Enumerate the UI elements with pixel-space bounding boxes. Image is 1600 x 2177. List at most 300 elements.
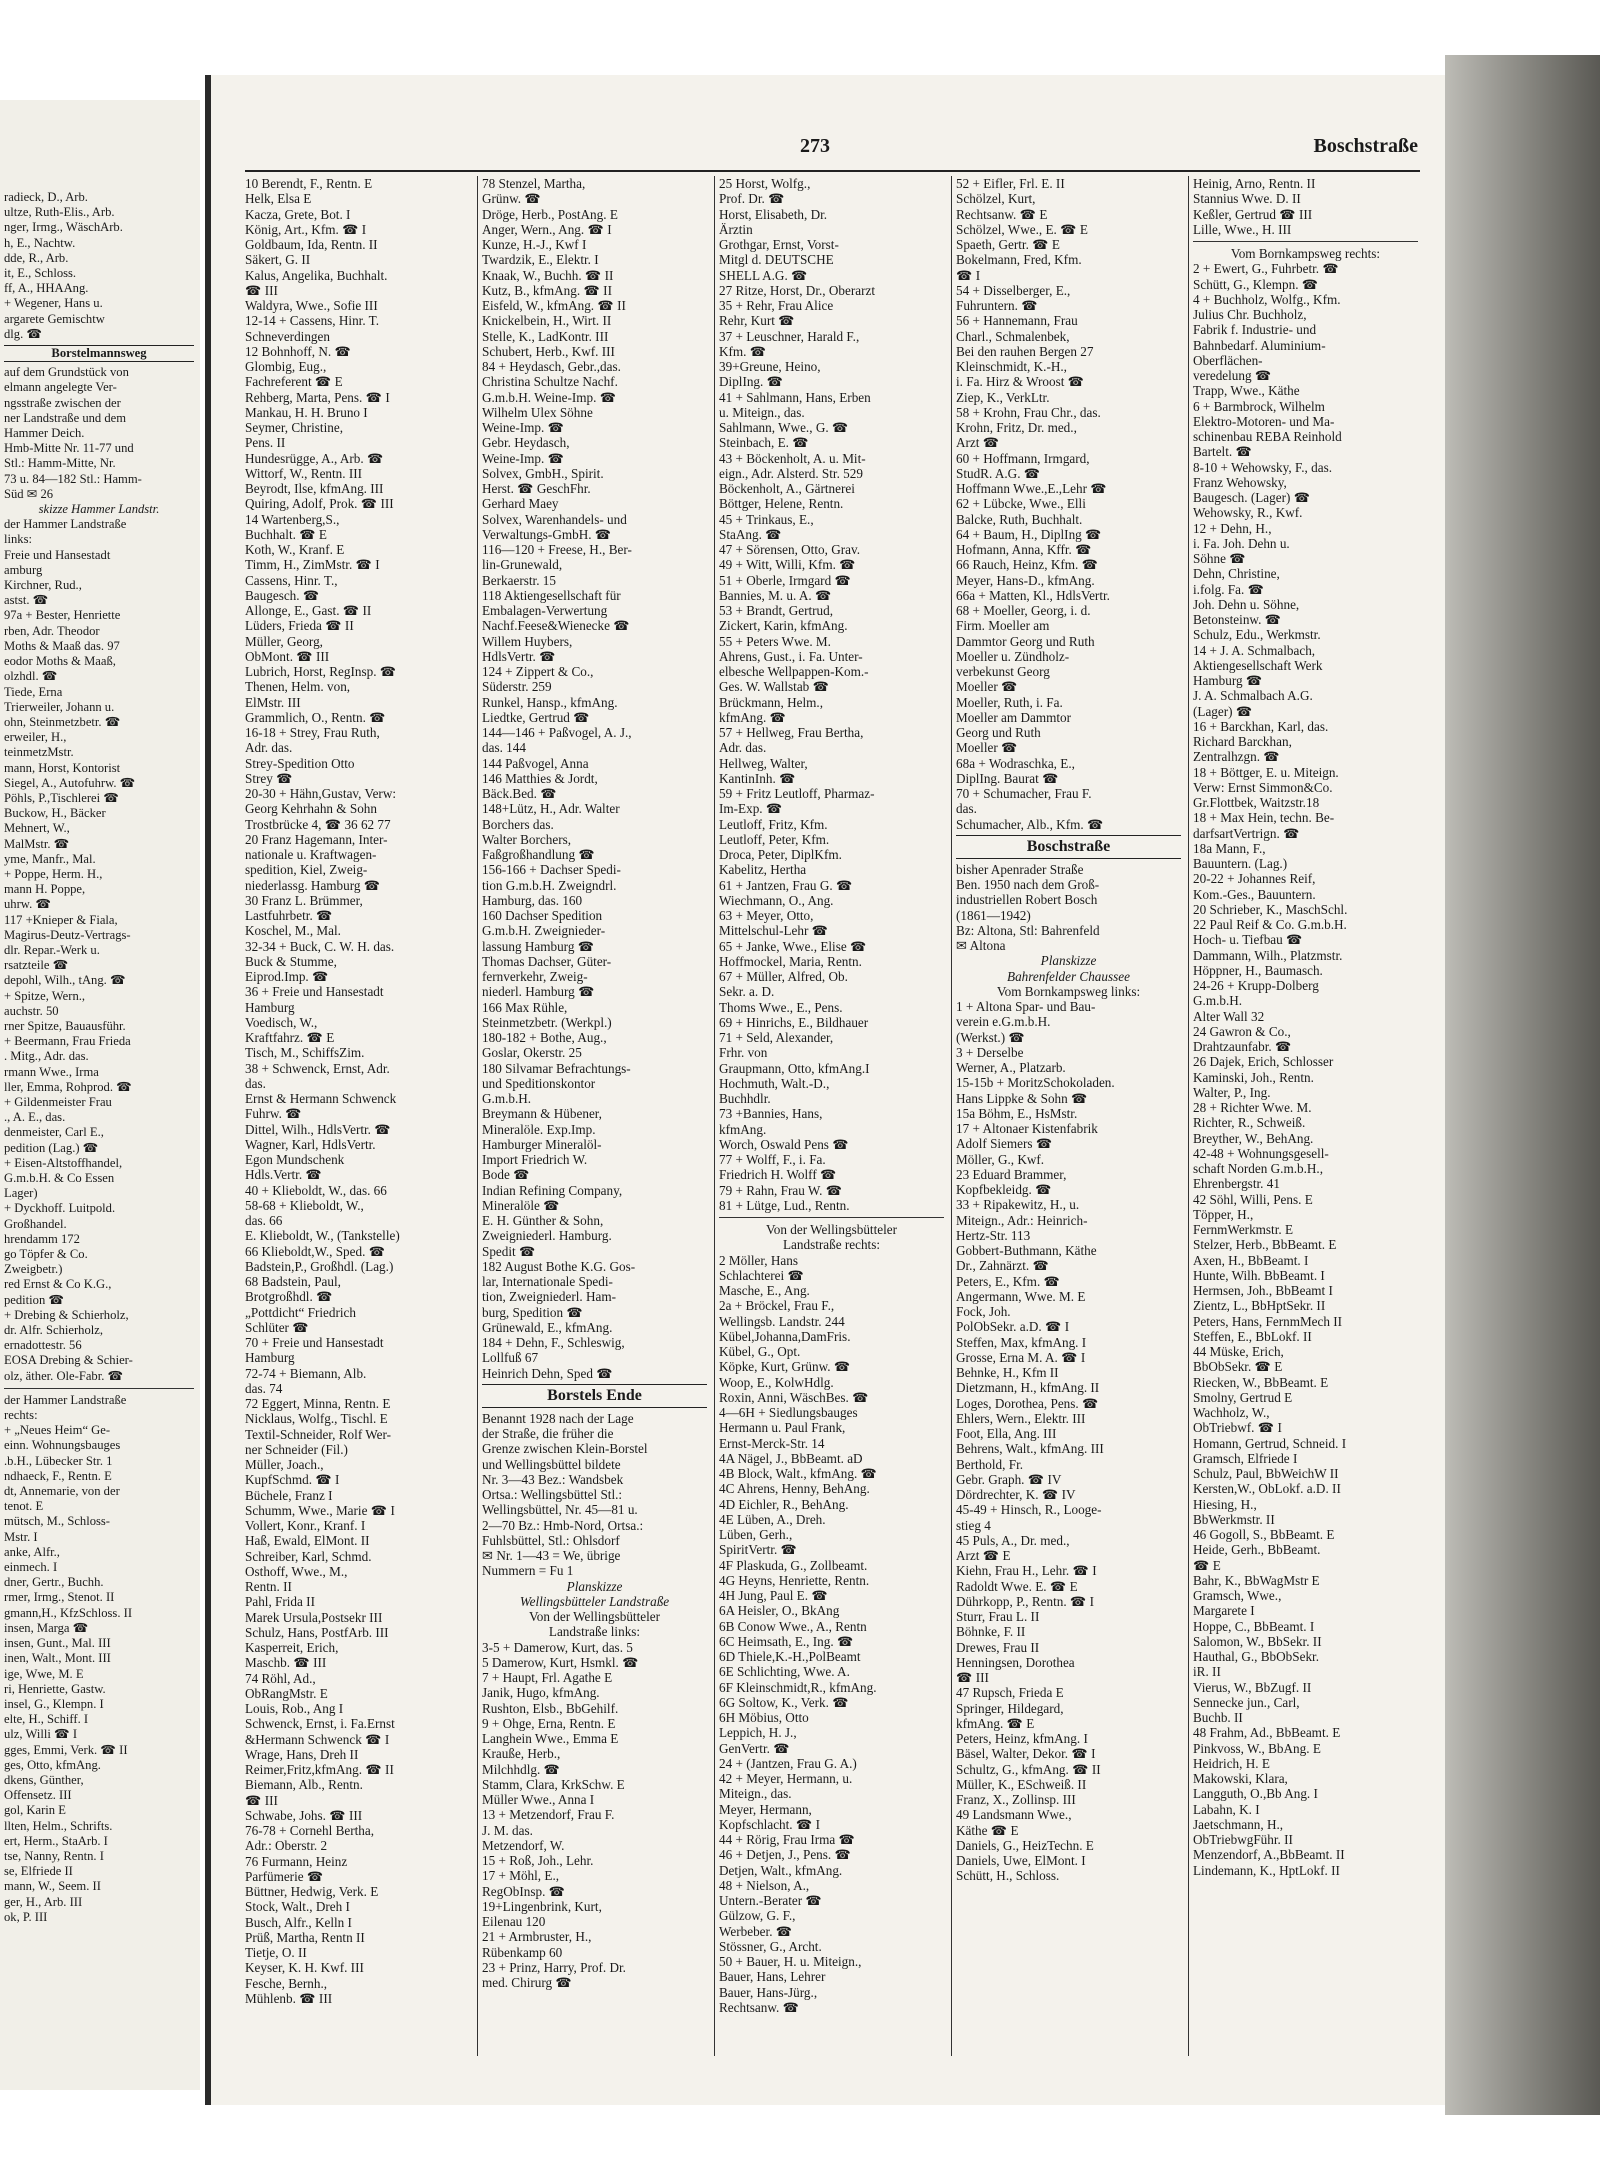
directory-entry-line: + Poppe, Herm. H., — [4, 866, 103, 881]
directory-entry-line: insen, Gunt., Mal. III — [4, 1636, 111, 1651]
directory-entry-line: Daniels, Uwe, ElMont. I — [956, 1853, 1086, 1868]
directory-entry-line: BbWerkmstr. II — [1193, 1511, 1275, 1527]
directory-entry-line: Mitgl d. DEUTSCHE — [719, 252, 834, 268]
directory-entry-line: Süd ✉ 26 — [4, 486, 54, 501]
directory-entry-line: Schwenck, Ernst, i. Fa.Ernst — [245, 1716, 395, 1732]
directory-entry-line: Bahnbedarf. Aluminium- — [1193, 337, 1326, 353]
directory-entry-line: 60 + Hoffmann, Irmgard, — [956, 450, 1090, 466]
directory-entry-line: Beyrodt, Ilse, kfmAng. III — [245, 481, 384, 496]
directory-entry-line: ert, Herm., StaArb. I — [4, 1833, 108, 1848]
directory-entry-line: Moeller am Dammtor — [956, 709, 1071, 725]
directory-entry-line: Ben. 1950 nach dem Groß- — [956, 877, 1100, 892]
street-heading: Borstels Ende — [482, 1384, 707, 1408]
directory-entry-line: E. Klieboldt, W., (Tankstelle) — [245, 1228, 400, 1244]
directory-entry-line: mann, Horst, Kontorist — [4, 760, 121, 775]
directory-entry-line: Kopfschlacht. ☎ I — [719, 1816, 821, 1832]
directory-entry-line: 38 + Schwenck, Ernst, Adr. — [245, 1060, 390, 1076]
directory-entry-line: Trapp, Wwe., Käthe — [1193, 383, 1300, 399]
directory-entry-line: Glombig, Eug., — [245, 359, 327, 374]
directory-entry-line: Hammer Deich. — [4, 426, 85, 441]
directory-entry-line: Gülzow, G. F., — [719, 1908, 796, 1924]
directory-entry-line: Pahl, Frida II — [245, 1594, 315, 1610]
directory-entry-line: nger, Irmg., WäschArb. — [4, 220, 123, 235]
directory-entry-line: Schumacher, Alb., Kfm. ☎ — [956, 816, 1104, 832]
directory-entry-line: 23 + Prinz, Harry, Prof. Dr. — [482, 1959, 626, 1975]
directory-entry-line: Stamm, Clara, KrkSchw. E — [482, 1776, 625, 1792]
directory-entry-line: 51 + Oberle, Irmgard ☎ — [719, 572, 851, 588]
directory-entry-line: Angermann, Wwe. M. E — [956, 1288, 1086, 1304]
directory-entry-line: Säkert, G. II — [245, 252, 311, 268]
directory-entry-line: Roxin, Anni, WäschBes. ☎ — [719, 1389, 869, 1405]
directory-entry-line: ff, A., HHAAng. — [4, 281, 89, 296]
directory-entry-line: 19+Lingenbrink, Kurt, — [482, 1898, 602, 1914]
directory-entry-line: Wachholz, W., — [1193, 1405, 1270, 1420]
directory-entry-line: 79 + Rahn, Frau W. ☎ — [719, 1182, 843, 1198]
directory-entry-line: Hauthal, G., BbObSekr. — [1193, 1649, 1320, 1664]
directory-entry-line: 18 + Böttger, E. u. Miteign. — [1193, 764, 1339, 780]
directory-entry-line: 117 +Knieper & Fiala, — [4, 912, 118, 927]
map-note: Bahrenfelder Chaussee — [1007, 968, 1130, 984]
directory-entry-line: J. M. das. — [482, 1822, 533, 1838]
directory-entry-line: 7 + Haupt, Frl. Agathe E — [482, 1670, 613, 1685]
directory-entry-line: Cassens, Hinr. T., — [245, 572, 338, 588]
directory-entry-line: Müller, Georg, — [245, 633, 323, 649]
directory-entry-line: Elektro-Motoren- und Ma- — [1193, 413, 1335, 429]
directory-entry-line: insen, Marga ☎ — [4, 1620, 89, 1635]
directory-entry-line: 15a Böhm, E., HsMstr. — [956, 1105, 1078, 1121]
directory-entry-line: 97a + Bester, Henriette — [4, 608, 121, 623]
directory-entry-line: 6G Soltow, K., Verk. ☎ — [719, 1694, 849, 1710]
directory-entry-line: Dammann, Wilh., Platzmstr. — [1193, 947, 1343, 963]
directory-entry-line: 180 Silvamar Befrachtungs- — [482, 1060, 631, 1076]
directory-entry-line: 76-78 + Cornehl Bertha, — [245, 1823, 375, 1838]
directory-entry-line: Wehowsky, R., Kwf. — [1193, 505, 1303, 521]
directory-entry-line: Prof. Dr. ☎ — [719, 191, 785, 207]
directory-entry-line: der Hammer Landstraße — [4, 517, 127, 532]
directory-entry-line: Voedisch, W., — [245, 1014, 318, 1030]
directory-entry-line: Mankau, H. H. Bruno I — [245, 404, 368, 420]
directory-entry-line: Höppner, H., Baumasch. — [1193, 962, 1323, 978]
directory-entry-line: 156-166 + Dachser Spedi- — [482, 862, 621, 878]
directory-entry-line: rsatzteile ☎ — [4, 958, 69, 973]
directory-entry-line: 2 Möller, Hans — [719, 1252, 798, 1268]
directory-entry-line: Droca, Peter, DiplKfm. — [719, 847, 842, 862]
directory-entry-line: Gr.Flottbek, Waitzstr.18 — [1193, 795, 1320, 810]
directory-entry-line: 56 + Hannemann, Frau — [956, 313, 1078, 329]
directory-entry-line: Kübel, G., Opt. — [719, 1344, 801, 1359]
directory-entry-line: 32-34 + Buck, C. W. H. das. — [245, 938, 395, 954]
directory-entry-line: Solvex, GmbH., Spirit. — [482, 465, 604, 481]
directory-entry-line: ObTriebwf. ☎ I — [1193, 1420, 1282, 1436]
directory-entry-line: Langguth, O.,Bb Ang. I — [1193, 1786, 1318, 1802]
directory-entry-line: Hermann u. Paul Frank, — [719, 1420, 846, 1436]
side-heading: Von der Wellingsbütteler — [765, 1222, 898, 1237]
directory-entry-line: + Beermann, Frau Frieda — [4, 1034, 131, 1049]
directory-entry-line: 43 + Böckenholt, A. u. Mit- — [719, 450, 866, 466]
directory-entry-line: (Werkst.) ☎ — [956, 1029, 1025, 1045]
directory-entry-line: Rushton, Elsb., BbGehilf. — [482, 1700, 619, 1716]
directory-entry-line: Walter Borchers, — [482, 831, 572, 847]
directory-entry-line: Fachreferent ☎ E — [245, 374, 343, 390]
directory-entry-line: it, E., Schloss. — [4, 266, 77, 281]
directory-entry-line: Sahlmann, Wwe., G. ☎ — [719, 420, 849, 435]
directory-entry-line: eign., Adr. Alsterd. Str. 529 — [719, 465, 863, 481]
directory-entry-line: Bannies, M. u. A. ☎ — [719, 587, 832, 603]
directory-entry-line: Gramsch, Elfriede I — [1193, 1450, 1298, 1466]
directory-entry-line: 14 + J. A. Schmalbach, — [1193, 642, 1316, 658]
directory-entry-line: G.m.b.H. — [482, 1091, 532, 1106]
directory-entry-line: Spedit ☎ — [482, 1243, 536, 1259]
directory-entry-line: 42 Söhl, Willi, Pens. E — [1193, 1191, 1313, 1207]
directory-entry-line: 6A Heisler, O., BkAng — [719, 1603, 840, 1619]
directory-entry-line: Langhein Wwe., Emma E — [482, 1731, 619, 1746]
directory-entry-line: Tietje, O. II — [245, 1945, 307, 1960]
directory-entry-line: Arzt ☎ E — [956, 1548, 1011, 1563]
directory-entry-line: 116—120 + Freese, H., Ber- — [482, 542, 632, 557]
directory-entry-line: + Wegener, Hans u. — [4, 296, 103, 311]
directory-entry-line: Grammlich, O., Rentn. ☎ — [245, 709, 386, 725]
directory-entry-line: Goldbaum, Ida, Rentn. II — [245, 237, 378, 252]
directory-entry-line: 47 + Sörensen, Otto, Grav. — [719, 542, 860, 557]
directory-entry-line: Schütt, G., Klempn. ☎ — [1193, 276, 1319, 292]
directory-entry-line: Salomon, W., BbSekr. II — [1193, 1633, 1322, 1649]
directory-entry-line: Kersten,W., ObLokf. a.D. II — [1193, 1481, 1341, 1497]
directory-entry-line: 124 + Zippert & Co., — [482, 664, 594, 679]
directory-entry-line: Köpke, Kurt, Grünw. ☎ — [719, 1359, 851, 1375]
directory-entry-line: Moths & Maaß das. 97 — [4, 638, 120, 653]
directory-entry-line: Grenze zwischen Klein-Borstel — [482, 1441, 648, 1457]
directory-entry-line: Bei den rauhen Bergen 27 — [956, 343, 1094, 359]
directory-entry-line: Stelle, K., LadKontr. III — [482, 328, 609, 344]
directory-entry-line: Tiede, Erna — [4, 684, 63, 699]
directory-entry-line: Magirus-Deutz-Vertrags- — [4, 927, 131, 942]
directory-entry-line: Kutz, B., kfmAng. ☎ II — [482, 282, 612, 298]
directory-entry-line: Hmb-Mitte Nr. 11-77 und — [4, 441, 134, 456]
directory-entry-line: 58 + Krohn, Frau Chr., das. — [956, 404, 1101, 420]
directory-entry-line: 68 + Moeller, Georg, i. d. — [956, 603, 1091, 618]
directory-entry-line: Schütt, H., Schloss. — [956, 1868, 1060, 1884]
directory-entry-line: 73 u. 84—182 Stl.: Hamm- — [4, 471, 142, 486]
directory-entry-line: Bauer, Hans, Lehrer — [719, 1969, 826, 1985]
directory-entry-line: Weine-Imp. ☎ — [482, 420, 565, 435]
directory-entry-line: Wiechmann, O., Ang. — [719, 892, 834, 908]
directory-entry-line: kfmAng. — [719, 1121, 767, 1137]
directory-entry-line: Benannt 1928 nach der Lage — [482, 1410, 634, 1426]
directory-entry-line: 6E Schlichting, Wwe. A. — [719, 1664, 850, 1680]
section-divider — [1193, 241, 1418, 242]
directory-entry-line: Thoms Wwe., E., Pens. — [719, 999, 843, 1015]
directory-entry-line: 65 + Janke, Wwe., Elise ☎ — [719, 938, 867, 954]
directory-entry-line: ultze, Ruth-Elis., Arb. — [4, 205, 115, 220]
directory-entry-line: verbekunst Georg — [956, 664, 1050, 679]
directory-entry-line: Gerhard Maey — [482, 496, 559, 512]
directory-entry-line: insel, G., Klempn. I — [4, 1696, 104, 1711]
directory-entry-line: DiplIng. Baurat ☎ — [956, 770, 1059, 786]
directory-entry-line: 4B Block, Walt., kfmAng. ☎ — [719, 1466, 877, 1481]
directory-entry-line: Spaeth, Gertr. ☎ E — [956, 237, 1060, 252]
directory-entry-line: PolObSekr. a.D. ☎ I — [956, 1319, 1070, 1335]
directory-entry-line: Woop, E., KolwHdlg. — [719, 1374, 834, 1390]
directory-entry-line: Schlüter ☎ — [245, 1319, 309, 1335]
directory-entry-line: 53 + Brandt, Gertrud, — [719, 603, 834, 618]
directory-entry-line: Verwaltungs-GmbH. ☎ — [482, 526, 612, 542]
directory-entry-line: Hofmann, Anna, Kffr. ☎ — [956, 542, 1092, 557]
directory-entry-line: Liedtke, Gertrud ☎ — [482, 709, 590, 725]
directory-entry-line: industriellen Robert Bosch — [956, 892, 1098, 908]
directory-entry-line: Pens. II — [245, 435, 286, 451]
directory-entry-line: Grünw. ☎ — [482, 191, 541, 207]
directory-entry-line: (Lager) ☎ — [1193, 703, 1253, 719]
directory-entry-line: Werbeber. ☎ — [719, 1923, 793, 1939]
directory-entry-line: 47 Rupsch, Frieda E — [956, 1685, 1064, 1701]
directory-entry-line: Pöhls, P.,Tischlerei ☎ — [4, 790, 119, 805]
directory-entry-line: Lindemann, K., HptLokf. II — [1193, 1862, 1340, 1878]
section-divider — [4, 1388, 194, 1389]
directory-entry-line: Kopfbekleidg. ☎ — [956, 1182, 1052, 1197]
directory-entry-line: 166 Max Rühle, — [482, 999, 568, 1015]
directory-entry-line: 72-74 + Biemann, Alb. — [245, 1365, 367, 1381]
directory-entry-line: Dittel, Wilh., HdlsVertr. ☎ — [245, 1121, 391, 1137]
directory-entry-line: Dührkopp, P., Rentn. ☎ I — [956, 1593, 1095, 1609]
directory-entry-line: Meyer, Hans-D., kfmAng. — [956, 572, 1095, 588]
directory-entry-line: Busch, Alfr., Kelln I — [245, 1914, 352, 1930]
directory-entry-line: ☎ III — [956, 1670, 989, 1685]
directory-entry-line: Textil-Schneider, Rolf Wer- — [245, 1426, 392, 1442]
directory-entry-line: 67 + Müller, Alfred, Ob. — [719, 969, 848, 984]
directory-entry-line: 16 + Barckhan, Karl, das. — [1193, 718, 1329, 734]
directory-entry-line: Zickert, Karin, kfmAng. — [719, 618, 848, 634]
directory-entry-line: Firm. Moeller am — [956, 618, 1050, 634]
directory-entry-line: Peters, Hans, FernmMech II — [1193, 1313, 1343, 1329]
directory-entry-line: Riecken, W., BbBeamt. E — [1193, 1374, 1329, 1390]
directory-entry-line: 20 Franz Hagemann, Inter- — [245, 831, 388, 847]
directory-entry-line: Berkaerstr. 15 — [482, 572, 556, 588]
directory-entry-line: StaAng. ☎ — [719, 526, 782, 542]
directory-entry-line: Wagner, Karl, HdlsVertr. — [245, 1136, 376, 1152]
directory-entry-line: 25 Horst, Wolfg., — [719, 176, 811, 191]
directory-entry-line: 70 + Freie und Hansestadt — [245, 1335, 384, 1350]
directory-entry-line: 20 Schrieber, K., MaschSchl. — [1193, 901, 1348, 917]
directory-entry-line: Nachf.Feese&Wienecke ☎ — [482, 618, 630, 634]
directory-entry-line: ✉ Nr. 1—43 = We, übrige — [482, 1548, 621, 1563]
directory-entry-line: Twardzik, E., Elektr. I — [482, 252, 599, 268]
directory-entry-line: ObTriebwgFühr. II — [1193, 1832, 1293, 1847]
directory-entry-line: das. — [245, 1075, 266, 1091]
directory-entry-line: Brotgroßhdl. ☎ — [245, 1289, 333, 1305]
directory-entry-line: Lastfuhrbetr. ☎ — [245, 908, 333, 923]
directory-entry-line: Strey-Spedition Otto — [245, 755, 355, 771]
directory-entry-line: gol, Karin E — [4, 1803, 66, 1818]
directory-entry-line: ☎ E — [1193, 1557, 1221, 1573]
directory-entry-line: Müller, Joach., — [245, 1457, 324, 1472]
directory-entry-line: 40 + Klieboldt, W., das. 66 — [245, 1182, 387, 1198]
directory-entry-line: 4C Ahrens, Henny, BehAng. — [719, 1481, 870, 1497]
directory-entry-line: uhrw. ☎ — [4, 897, 52, 912]
directory-entry-line: 16-18 + Strey, Frau Ruth, — [245, 725, 380, 740]
directory-entry-line: Herst. ☎ GeschFhr. — [482, 481, 591, 496]
directory-entry-line: 4G Heyns, Henriette, Rentn. — [719, 1572, 870, 1588]
directory-entry-line: 6C Heimsath, E., Ing. ☎ — [719, 1633, 854, 1649]
directory-entry-line: tse, Nanny, Rentn. I — [4, 1848, 104, 1863]
directory-entry-line: SpiritVertr. ☎ — [719, 1542, 797, 1558]
side-heading: Landstraße links: — [548, 1624, 641, 1640]
directory-entry-line: Schulz, Edu., Werkmstr. — [1193, 627, 1321, 643]
directory-entry-line: Alter Wall 32 — [1193, 1008, 1265, 1024]
directory-entry-line: pedition (Lag.) ☎ — [4, 1140, 99, 1155]
directory-entry-line: Kfm. ☎ — [719, 343, 767, 359]
directory-entry-line: Eilenau 120 — [482, 1914, 546, 1929]
directory-entry-line: 144—146 + Paßvogel, A. J., — [482, 725, 632, 740]
directory-entry-line: 17 + Möhl, E., — [482, 1868, 560, 1884]
directory-entry-line: 52 + Eifler, Frl. E. II — [956, 176, 1065, 191]
directory-entry-line: 4 + Buchholz, Wolfg., Kfm. — [1193, 291, 1341, 307]
directory-entry-line: Christina Schultze Nachf. — [482, 374, 618, 390]
directory-entry-line: Strey ☎ — [245, 770, 293, 786]
directory-entry-line: 42-48 + Wohnungsgesell- — [1193, 1145, 1329, 1161]
directory-entry-line: Rehberg, Marta, Pens. ☎ I — [245, 389, 390, 405]
directory-entry-line: Schölzel, Wwe., E. ☎ E — [956, 221, 1088, 237]
directory-entry-line: olzhdl. ☎ — [4, 669, 58, 684]
directory-entry-line: Zientz, L., BbHptSekr. II — [1193, 1298, 1326, 1314]
directory-entry-line: dr. Alfr. Schierholz, — [4, 1323, 103, 1338]
directory-entry-line: Adr. das. — [719, 740, 767, 756]
directory-entry-line: 4—6H + Siedlungsbauges — [719, 1405, 858, 1420]
directory-entry-line: Ges. W. Wallstab ☎ — [719, 679, 829, 695]
directory-entry-line: Georg Kehrhahn & Sohn — [245, 801, 377, 817]
directory-entry-line: Makowski, Klara, — [1193, 1771, 1288, 1786]
directory-entry-line: 46 + Detjen, J., Pens. ☎ — [719, 1847, 851, 1863]
directory-entry-line: Schölzel, Kurt, — [956, 191, 1036, 207]
directory-entry-line: Leppich, H. J., — [719, 1725, 797, 1741]
directory-entry-line: erweiler, H., — [4, 730, 67, 745]
directory-entry-line: Stössner, G., Archt. — [719, 1938, 822, 1954]
directory-entry-line: 76 Furmann, Heinz — [245, 1853, 348, 1869]
directory-entry-line: ObMont. ☎ III — [245, 648, 330, 664]
directory-entry-line: Osthoff, Wwe., M., — [245, 1563, 348, 1579]
directory-entry-line: Loges, Dorothea, Pens. ☎ — [956, 1395, 1099, 1411]
directory-entry-line: Gramsch, Wwe., — [1193, 1588, 1282, 1603]
directory-entry-line: 180-182 + Bothe, Aug., — [482, 1030, 607, 1045]
directory-entry-line: + Dyckhoff. Luitpold. — [4, 1201, 116, 1216]
directory-entry-line: burg, Spedition ☎ — [482, 1304, 583, 1320]
directory-entry-line: G.m.b.H. Weine-Imp. ☎ — [482, 389, 617, 405]
directory-entry-line: Nummern = Fu 1 — [482, 1563, 574, 1579]
directory-entry-line: und Speditionskontor — [482, 1075, 596, 1091]
directory-entry-line: dt, Annemarie, von der — [4, 1484, 120, 1499]
directory-column-3 — [719, 176, 944, 2076]
directory-entry-line: Biemann, Alb., Rentn. — [245, 1777, 363, 1793]
directory-entry-line: Fock, Joh. — [956, 1304, 1011, 1319]
directory-entry-line: Peters, Heinz, kfmAng. I — [956, 1731, 1088, 1746]
directory-entry-line: Ehlers, Wern., Elektr. III — [956, 1410, 1086, 1426]
directory-entry-line: Franz Wehowsky, — [1193, 474, 1287, 490]
directory-entry-line: 77 + Wolff, F., i. Fa. — [719, 1152, 826, 1167]
directory-entry-line: 12-14 + Cassens, Hinr. T. — [245, 313, 380, 329]
directory-entry-line: das. 74 — [245, 1380, 283, 1396]
directory-entry-line: 4E Lüben, A., Dreh. — [719, 1511, 826, 1527]
directory-entry-line: red Ernst & Co K.G., — [4, 1277, 112, 1292]
directory-entry-line: Sennecke jun., Carl, — [1193, 1694, 1300, 1710]
directory-entry-line: Margarete I — [1193, 1603, 1255, 1619]
directory-entry-line: Berthold, Fr. — [956, 1456, 1024, 1472]
directory-entry-line: 12 + Dehn, H., — [1193, 520, 1272, 536]
directory-entry-line: J. A. Schmalbach A.G. — [1193, 688, 1313, 704]
directory-entry-line: Mühlenb. ☎ III — [245, 1990, 333, 2006]
directory-entry-line: Adolf Siemers ☎ — [956, 1136, 1053, 1152]
directory-entry-line: go Töpfer & Co. — [4, 1247, 88, 1262]
directory-entry-line: Oberflächen- — [1193, 352, 1263, 368]
directory-entry-line: Müller Wwe., Anna I — [482, 1792, 595, 1807]
directory-entry-line: Sekr. a. D. — [719, 984, 775, 1000]
directory-entry-line: Steffen, E., BbLokf. II — [1193, 1328, 1312, 1344]
directory-entry-line: Rechtsanw. ☎ — [719, 1999, 800, 2015]
street-heading: Boschstraße — [956, 835, 1181, 859]
directory-entry-line: 42 + Meyer, Hermann, u. — [719, 1771, 853, 1786]
directory-entry-line: .b.H., Lübecker Str. 1 — [4, 1453, 113, 1468]
directory-entry-line: Badstein,P., Großhdl. (Lag.) — [245, 1258, 394, 1274]
directory-entry-line: anke, Alfr., — [4, 1544, 60, 1559]
directory-entry-line: Louis, Rob., Ang I — [245, 1701, 344, 1716]
directory-entry-line: Metzendorf, W. — [482, 1837, 565, 1853]
directory-entry-line: SHELL A.G. ☎ — [719, 267, 808, 283]
directory-entry-line: gges, Emmi, Verk. ☎ II — [4, 1742, 128, 1757]
directory-entry-line: + Gildenmeister Frau — [4, 1094, 112, 1109]
directory-entry-line: kfmAng. ☎ — [719, 709, 786, 725]
directory-entry-line: Bahr, K., BbWagMstr E — [1193, 1572, 1320, 1588]
directory-entry-line: Meyer, Hermann, — [719, 1801, 812, 1817]
directory-entry-line: 30 Franz L. Brümmer, — [245, 892, 363, 908]
directory-entry-line: Koth, W., Kranf. E — [245, 542, 345, 557]
directory-entry-line: 1 + Altona Spar- und Bau- — [956, 999, 1096, 1014]
directory-entry-line: 21 + Armbruster, H., — [482, 1929, 592, 1945]
left-page-fragment — [0, 100, 200, 2090]
directory-entry-line: Wellingsbüttel, Nr. 45—81 u. — [482, 1502, 638, 1518]
directory-entry-line: Mittelschul-Lehr ☎ — [719, 923, 829, 939]
directory-entry-line: das. 66 — [245, 1213, 283, 1228]
directory-entry-line: Daniels, G., HeizTechn. E — [956, 1837, 1094, 1853]
directory-columns — [245, 176, 1425, 2076]
directory-entry-line: Trierweiler, Johann u. — [4, 699, 115, 714]
directory-entry-line: ige, Wwe, M. E — [4, 1666, 84, 1681]
book-edge — [1445, 55, 1600, 2115]
directory-entry-line: Seymer, Christine, — [245, 420, 343, 435]
directory-entry-line: bisher Apenrader Straße — [956, 861, 1084, 877]
directory-entry-line: stieg 4 — [956, 1517, 991, 1533]
directory-entry-line: 24 + (Jantzen, Frau G. A.) — [719, 1755, 857, 1771]
directory-entry-line: 4A Nägel, J., BbBeamt. aD — [719, 1450, 863, 1466]
directory-entry-line: Waldyra, Wwe., Sofie III — [245, 298, 378, 313]
directory-entry-line: das. 144 — [482, 740, 526, 756]
directory-entry-line: ☎ III — [245, 282, 278, 298]
directory-entry-line: 33 + Ripakewitz, H., u. — [956, 1197, 1080, 1213]
directory-entry-line: Buck & Stumme, — [245, 953, 337, 969]
directory-entry-line: Pinkvoss, W., BbAng. E — [1193, 1740, 1321, 1756]
directory-entry-line: 71 + Seld, Alexander, — [719, 1030, 834, 1045]
directory-entry-line: Hertz-Str. 113 — [956, 1227, 1031, 1243]
directory-entry-line: ObRangMstr. E — [245, 1685, 328, 1701]
directory-entry-line: ☎ III — [245, 1792, 278, 1808]
directory-entry-line: 4H Jung, Paul E. ☎ — [719, 1588, 828, 1603]
directory-entry-line: u. Miteign., das. — [719, 404, 805, 420]
directory-entry-line: Worch, Oswald Pens ☎ — [719, 1136, 849, 1152]
directory-entry-line: Süderstr. 259 — [482, 679, 552, 695]
directory-entry-line: + Spitze, Wern., — [4, 988, 86, 1003]
directory-entry-line: Heide, Gerh., BbBeamt. — [1193, 1542, 1321, 1558]
directory-entry-line: 160 Dachser Spedition — [482, 908, 603, 923]
directory-entry-line: Kunze, H.-J., Kwf I — [482, 237, 587, 252]
directory-entry-line: Hunte, Wilh. BbBeamt. I — [1193, 1267, 1325, 1283]
directory-entry-line: dlr. Repar.-Werk u. — [4, 942, 100, 957]
